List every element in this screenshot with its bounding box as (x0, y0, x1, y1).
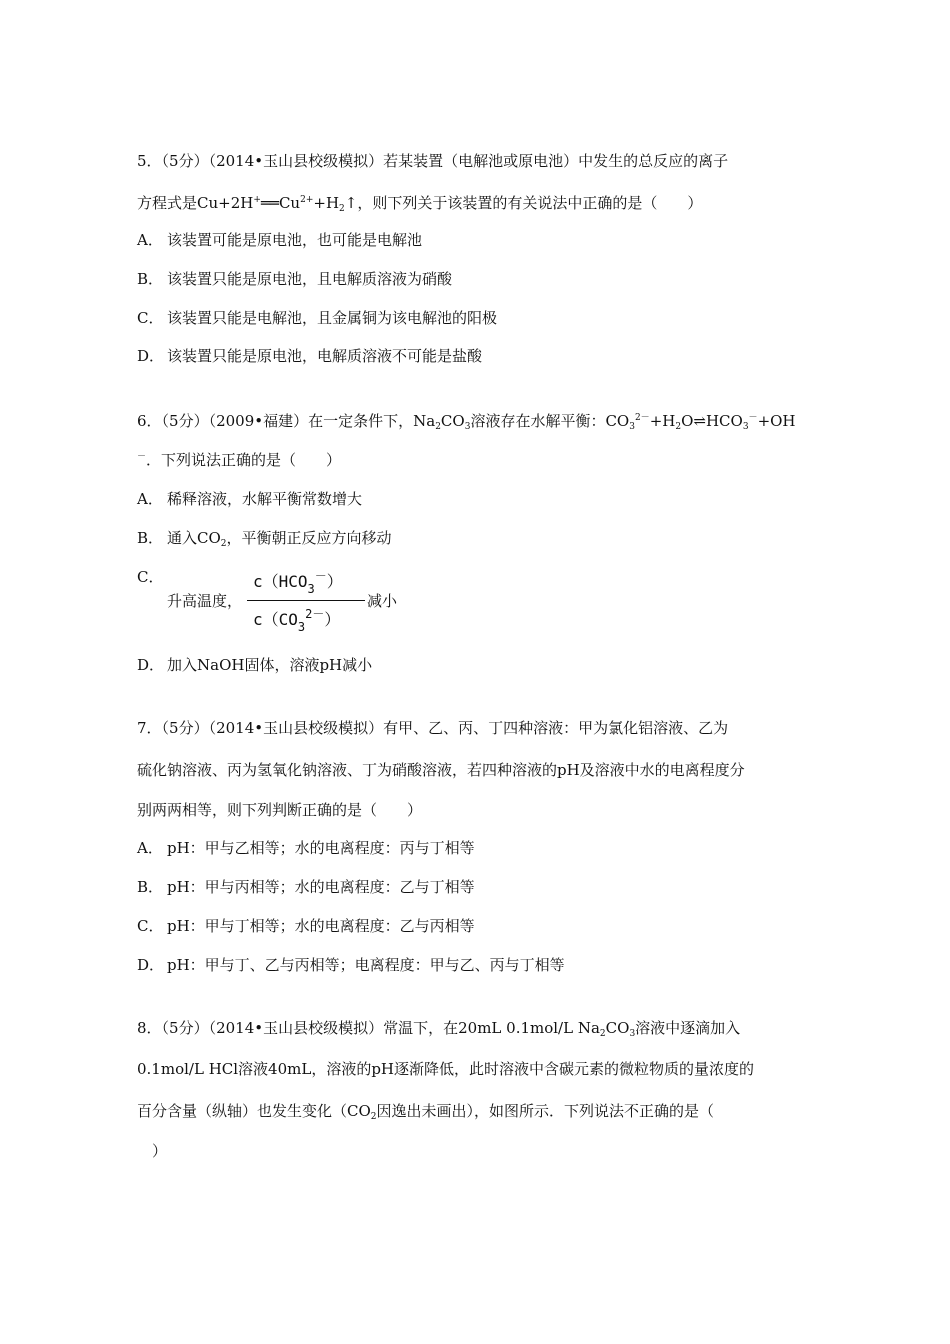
q8-stem-line2: 0.1mol/L HCl溶液40mL，溶液的pH逐渐降低，此时溶液中含碳元素的微粒物质的量浓度的 (137, 1060, 755, 1078)
fraction-numerator: $c(HCO_3^-)$ (253, 569, 343, 596)
q6-stem-line2: －．下列说法正确的是（ ） (137, 451, 342, 469)
q6-option-a: A． 稀释溶液，水解平衡常数增大 (137, 490, 363, 508)
q5-stem-line2: 方程式是$Cu+2H^+══Cu^{2+}+H_2↑$，则下列关于该装置的有关说法中正确的是（ ） (137, 194, 703, 214)
q7-stem-line3: 别两两相等，则下列判断正确的是（ ） (137, 801, 423, 819)
q6-stem-line1: 6．（5分）（2009•福建）在一定条件下，$Na_2CO_3$溶液存在水解平衡：$CO_3^{2-}+H_2O\rightleftharpoons HCO_3^-+OH$ (137, 412, 796, 432)
q7-stem-line2: 硫化钠溶液、丙为氢氧化钠溶液、丁为硝酸溶液，若四种溶液的pH及溶液中水的电离程度分 (137, 761, 745, 779)
q6-option-d: D． 加入NaOH固体，溶液pH减小 (137, 656, 373, 674)
q6-option-c (137, 565, 537, 635)
q6-option-c-prefix: 升高温度， (167, 592, 243, 610)
q7-option-d: D． pH：甲与丁、乙与丙相等；电离程度：甲与乙、丙与丁相等 (137, 956, 565, 974)
q7-stem-line1: 7．（5分）（2014•玉山县校级模拟）有甲、乙、丙、丁四种溶液：甲为氯化铝溶液、乙为 (137, 719, 729, 737)
q5-option-c: C． 该装置只能是电解池，且金属铜为该电解池的阳极 (137, 309, 498, 327)
q7-option-c: C． pH：甲与丁相等；水的电离程度：乙与丙相等 (137, 917, 475, 935)
q6-option-b: B． 通入$CO_2$，平衡朝正反应方向移动 (137, 529, 392, 549)
q6-option-c-suffix: 减小 (367, 592, 398, 610)
q7-option-b: B． pH：甲与丙相等；水的电离程度：乙与丁相等 (137, 878, 475, 896)
q6-option-c-letter: C． (137, 568, 164, 586)
q8-stem-line4: ） (137, 1142, 168, 1160)
q8-stem-line1: 8．（5分）（2014•玉山县校级模拟）常温下，在20mL 0.1mol/L $Na_2CO_3$溶液中逐滴加入 (137, 1019, 741, 1039)
q8-stem-line3: 百分含量（纵轴）也发生变化（$CO_2$因逸出未画出），如图所示．下列说法不正确的是（ (137, 1102, 715, 1122)
q7-option-a: A． pH：甲与乙相等；水的电离程度：丙与丁相等 (137, 839, 475, 857)
q5-option-a: A． 该装置可能是原电池，也可能是电解池 (137, 231, 423, 249)
fraction-denominator: $c(CO_3^{2-})$ (253, 607, 341, 634)
q5-stem-line1: 5．（5分）（2014•玉山县校级模拟）若某装置（电解池或原电池）中发生的总反应的离子 (137, 152, 729, 170)
q5-option-b: B． 该装置只能是原电池，且电解质溶液为硝酸 (137, 270, 453, 288)
q5-option-d: D． 该装置只能是原电池，电解质溶液不可能是盐酸 (137, 347, 483, 365)
fraction (247, 565, 365, 635)
fraction-bar (247, 600, 365, 601)
